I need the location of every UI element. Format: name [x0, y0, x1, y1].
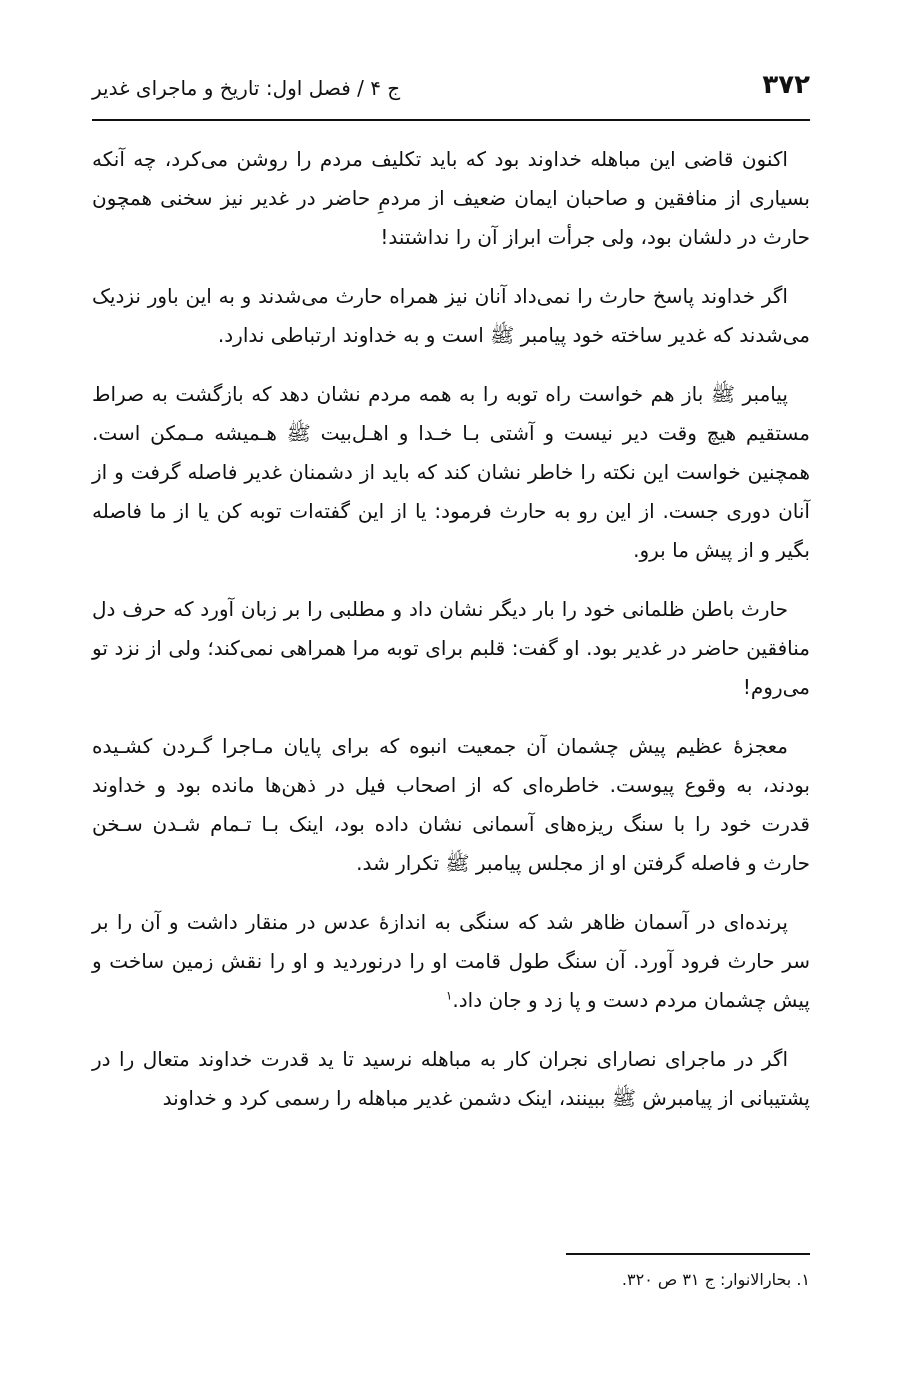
- paragraph: اگر خداوند پاسخ حارث را نمی‌داد آنان نیز همراه حارث می‌شدند و به این باور نزدیک می‌شدند که غدیر ساخته خود پیامبر ﷺ است و به خداوند ارتباطی ندارد.: [92, 284, 810, 347]
- paragraph: اگر در ماجرای نصارای نجران کار به مباهله نرسید تا ید قدرت خداوند متعال را در پشتیبانی از پیامبرش ﷺ ببینند، اینک دشمن غدیر مباهله را رسمی کرد و خداوند: [92, 1047, 810, 1110]
- paragraph-with-footnote: [92, 903, 810, 1020]
- page-number: ۳۷۲: [762, 70, 810, 100]
- paragraph-text: پرنده‌ای در آسمان ظاهر شد که سنگی به اندازهٔ عدس در منقار داشت و آن را بر سر حارث فرود آورد. آن سنگ طول قامت او را درنوردید و او را نقش زمین ساخت و پیش چشمان مردم دست و پا زد و جان داد.: [92, 910, 810, 1012]
- paragraph: حارث باطن ظلمانی خود را بار دیگر نشان داد و مطلبی را بر زبان آورد که حرف دل منافقین حاضر در غدیر بود. او گفت: قلبم برای توبه مرا همراهی نمی‌کند؛ ولی از نزد تو می‌روم!: [92, 597, 810, 699]
- header-divider: [92, 119, 810, 121]
- main-text: [92, 140, 810, 1138]
- paragraph: پیامبر ﷺ باز هم خواست راه توبه را به همه مردم نشان دهد که بازگشت به صراط مستقیم هیچ وقت دیر نیست و آشتی بـا خـدا و اهـل‌بیت ﷺ هـمیشه مـمکن است. همچنین خواست این نکته را خاطر نشان کند که باید از دشمنان غدیر فاصله گرفت و از آنان دوری جست. از این رو به حارث فرمود: یا از این گفته‌ات توبه کن یا از ما فاصله بگیر و از پیش ما برو.: [92, 382, 810, 562]
- footnote-divider: [566, 1253, 810, 1255]
- page-header: [92, 64, 810, 118]
- paragraph: معجزهٔ عظیم پیش چشمان آن جمعیت انبوه که برای پایان مـاجرا گـردن کشـیده بودند، به وقوع پیوست. خاطره‌ای که از اصحاب فیل در ذهن‌ها مانده بود و خداوند قدرت خود را با سنگ ریزه‌های آسمانی نشان داده بود، اینک بـا تـمام شـدن سـخن حارث و فاصله گرفتن او از مجلس پیامبر ﷺ تکرار شد.: [92, 734, 810, 875]
- footnote: ۱. بحارالانوار: ج ۳۱ ص ۳۲۰.: [621, 1270, 810, 1289]
- footnote-reference: ۱: [445, 988, 453, 1003]
- paragraph: اکنون قاضی این مباهله خداوند بود که باید تکلیف مردم را روشن می‌کرد، چه آنکه بسیاری از منافقین و صاحبان ایمان ضعیف از مردمِ حاضر در غدیر نیز سخنی همچون حارث در دلشان بود، ولی جرأت ابراز آن را نداشتند!: [92, 147, 810, 249]
- running-title: ج ۴ / فصل اول: تاریخ و ماجرای غدیر: [92, 76, 401, 100]
